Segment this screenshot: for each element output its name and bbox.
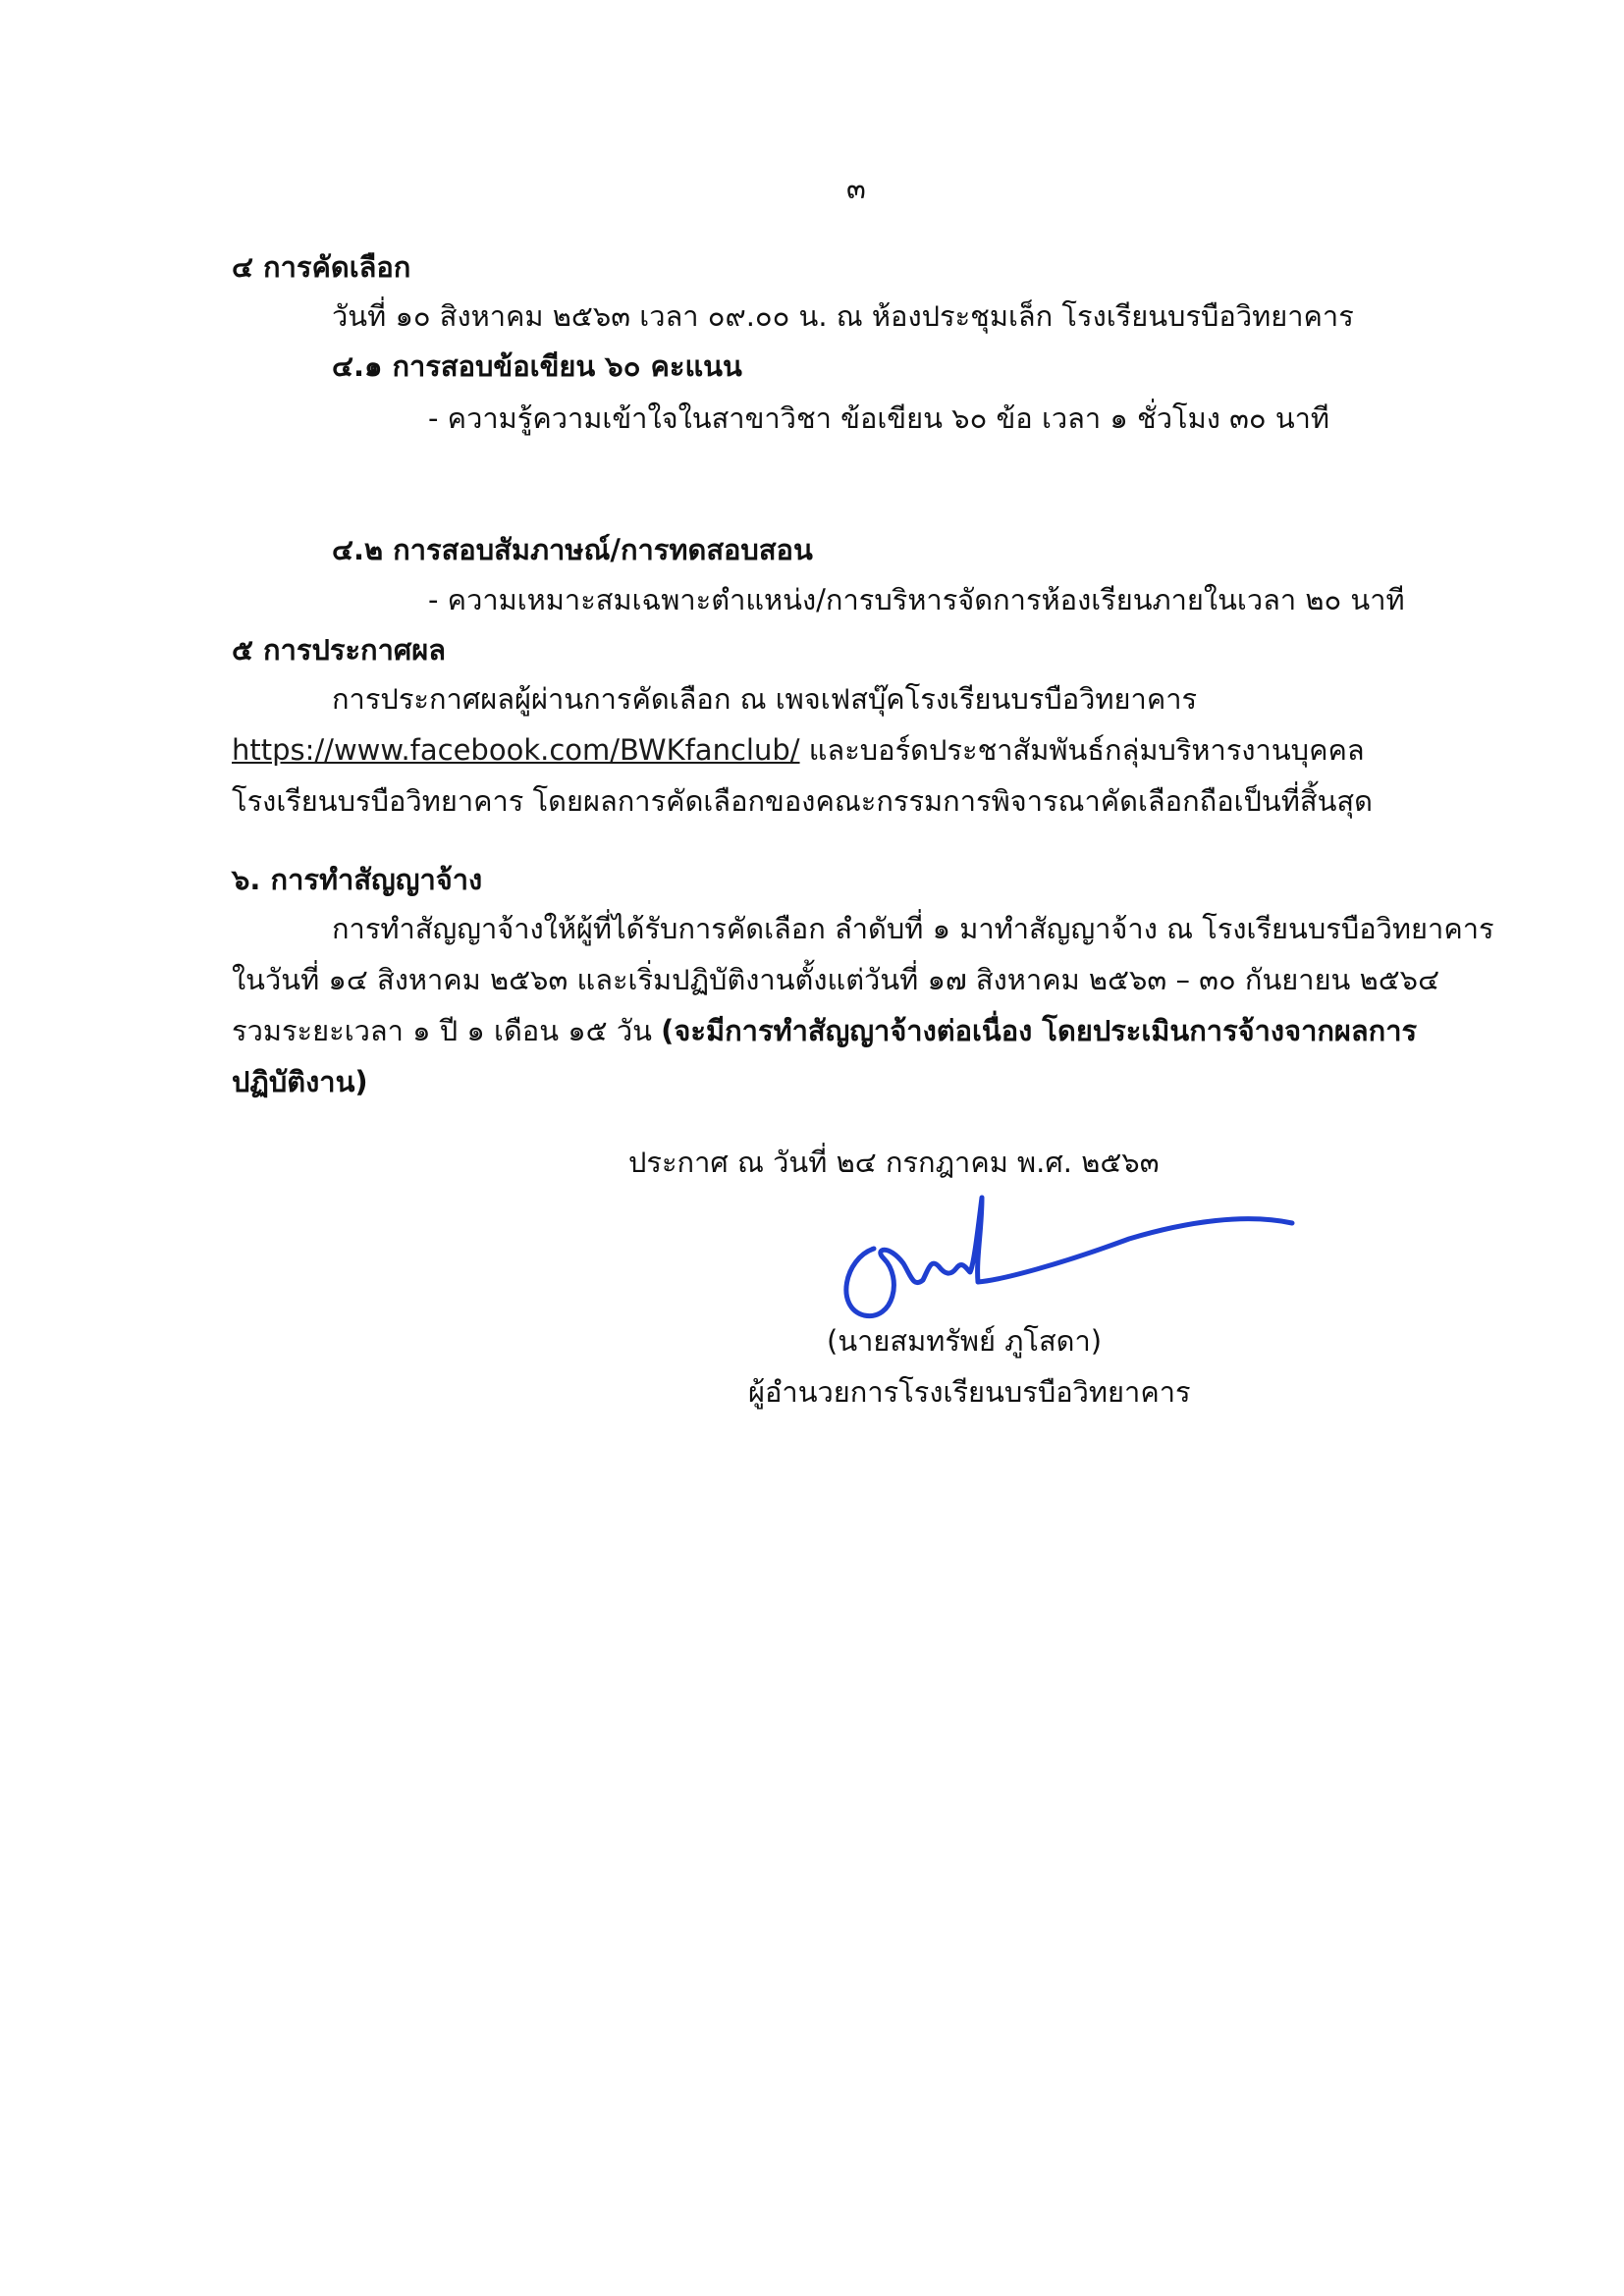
section-5-line-2-rest: และบอร์ดประชาสัมพันธ์กลุ่มบริหารงานบุคคล <box>799 733 1365 767</box>
section-6-line-1: การทำสัญญาจ้างให้ผู้ที่ได้รับการคัดเลือก ลำดับที่ ๑ มาทำสัญญาจ้าง ณ โรงเรียนบรบือวิทยาคาร <box>332 912 1494 945</box>
section-6-line-4: ปฏิบัติงาน) <box>232 1065 368 1098</box>
section-5-line-2 <box>232 730 1365 770</box>
section-4-2-heading: ๔.๒ การสอบสัมภาษณ์/การทดสอบสอน <box>332 533 813 566</box>
section-6-line-3 <box>232 1011 1417 1050</box>
section-6-heading: ๖. การทำสัญญาจ้าง <box>232 863 483 896</box>
facebook-link[interactable]: https://www.facebook.com/BWKfanclub/ <box>232 733 800 767</box>
section-5-line-3: โรงเรียนบรบือวิทยาคาร โดยผลการคัดเลือกของคณะกรรมการพิจารณาคัดเลือกถือเป็นที่สิ้นสุด <box>232 784 1373 818</box>
signature-image <box>835 1190 1306 1327</box>
section-6-line-3-plain: รวมระยะเวลา ๑ ปี ๑ เดือน ๑๕ วัน <box>232 1014 662 1047</box>
announce-line: ประกาศ ณ วันที่ ๒๔ กรกฎาคม พ.ศ. ๒๕๖๓ <box>628 1146 1160 1179</box>
section-5-heading: ๕ การประกาศผล <box>232 633 447 667</box>
section-4-date-line: วันที่ ๑๐ สิงหาคม ๒๕๖๓ เวลา ๐๙.๐๐ น. ณ ห้องประชุมเล็ก โรงเรียนบรบือวิทยาคาร <box>332 299 1354 333</box>
section-6-line-3-bold: (จะมีการทำสัญญาจ้างต่อเนื่อง โดยประเมินการจ้างจากผลการ <box>661 1014 1418 1047</box>
section-6-line-2: ในวันที่ ๑๔ สิงหาคม ๒๕๖๓ และเริ่มปฏิบัติงานตั้งแต่วันที่ ๑๗ สิงหาคม ๒๕๖๓ – ๓๐ กันยายน ๒๕๖๔ <box>232 963 1440 996</box>
section-4-1-heading: ๔.๑ การสอบข้อเขียน ๖๐ คะแนน <box>332 349 742 383</box>
signatory-title: ผู้อำนวยการโรงเรียนบรบือวิทยาคาร <box>748 1375 1191 1409</box>
page-number: ๓ <box>846 172 866 205</box>
section-4-heading: ๔ การคัดเลือก <box>232 250 411 284</box>
section-4-2-item: - ความเหมาะสมเฉพาะตำแหน่ง/การบริหารจัดการห้องเรียนภายในเวลา ๒๐ นาที <box>428 583 1405 616</box>
section-5-line-1: การประกาศผลผู้ผ่านการคัดเลือก ณ เพจเฟสบุ๊คโรงเรียนบรบือวิทยาคาร <box>332 682 1198 716</box>
section-4-1-item: - ความรู้ความเข้าใจในสาขาวิชา ข้อเขียน ๖๐ ข้อ เวลา ๑ ชั่วโมง ๓๐ นาที <box>428 401 1330 435</box>
signatory-name: (นายสมทรัพย์ ภูโสดา) <box>827 1324 1103 1358</box>
